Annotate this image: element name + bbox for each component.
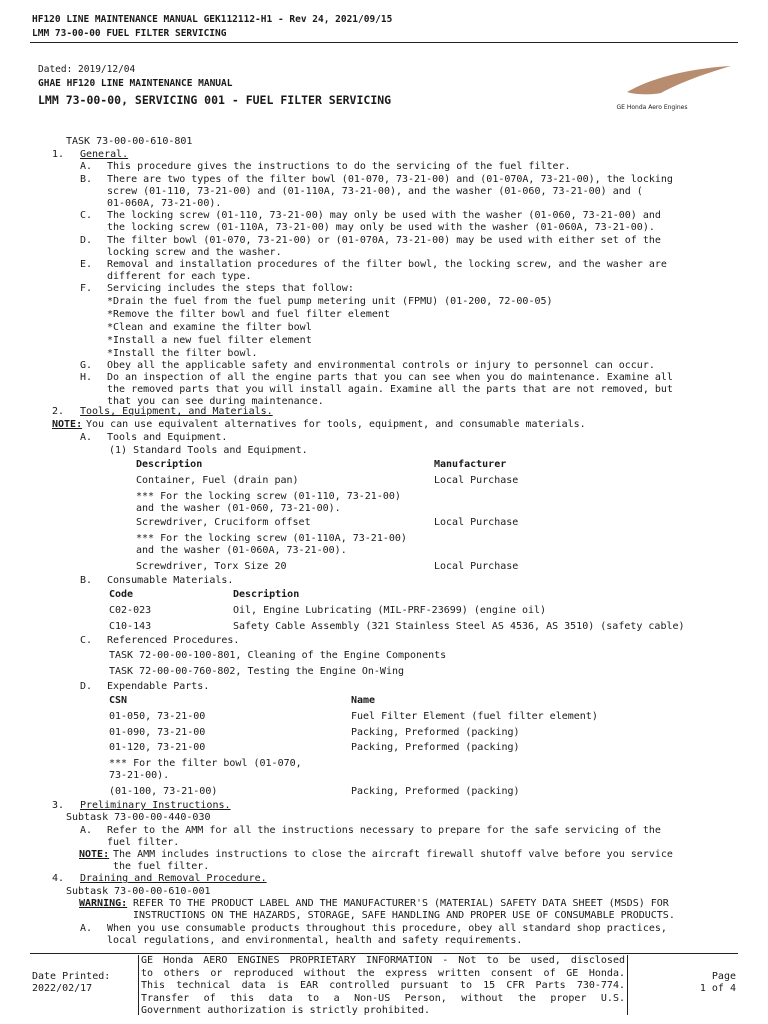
expendable-csn: 01-090, 73-21-00	[109, 727, 206, 738]
expendables-col-csn: CSN	[109, 695, 128, 706]
item-2d-text: Expendable Parts.	[107, 681, 210, 692]
item-1a-text: This procedure gives the instructions to do the servicing of the fuel filter.	[107, 161, 571, 172]
section-3-heading: Preliminary Instructions.	[80, 800, 231, 811]
manual-name: GHAE HF120 LINE MAINTENANCE MANUAL	[38, 78, 233, 89]
item-3a-line2: fuel filter.	[107, 837, 180, 848]
item-2c-text: Referenced Procedures.	[107, 635, 240, 646]
bullet-icon: *	[107, 309, 114, 320]
bullet-icon: *	[107, 335, 114, 346]
tool-row-mfr: Local Purchase	[434, 517, 519, 528]
consumable-desc: Oil, Engine Lubricating (MIL-PRF-23699) (engine oil)	[233, 605, 547, 616]
tool-note-line1: *** For the locking screw (01-110, 73-21-00)	[136, 491, 401, 502]
consumables-col-code: Code	[109, 589, 134, 600]
referenced-task: TASK 72-00-00-100-801, Cleaning of the Engine Components	[109, 650, 447, 661]
item-1c-line2: the locking screw (01-110A, 73-21-00) may only be used with the washer (01-060A, 73-21-00).	[107, 222, 655, 233]
ge-honda-logo	[616, 62, 735, 112]
item-4a-line2: local regulations, and environmental, health and safety requirements.	[107, 935, 523, 946]
item-1b-line3: 01-060A, 73-21-00).	[107, 198, 222, 209]
section-4-heading: Draining and Removal Procedure.	[80, 873, 267, 884]
item-4a-line1: When you use consumable products throughout this procedure, obey all standard shop practices,	[107, 923, 667, 934]
bullet-icon: *	[107, 296, 114, 307]
note-line2: the fuel filter.	[113, 861, 210, 872]
item-2a-sub: (1) Standard Tools and Equipment.	[109, 445, 308, 456]
expendable-csn: 01-050, 73-21-00	[109, 711, 206, 722]
item-4a-marker: A.	[80, 923, 93, 934]
note-line1: The AMM includes instructions to close the aircraft firewall shutoff valve before you service	[113, 849, 673, 860]
note-label: NOTE:	[79, 849, 110, 860]
referenced-task: TASK 72-00-00-760-802, Testing the Engine On-Wing	[109, 666, 405, 677]
bullet-icon: *	[107, 348, 114, 359]
item-1e-line1: Removal and installation procedures of the filter bowl, the locking screw, and the washer are	[107, 259, 667, 270]
page-number: 1 of 4	[699, 983, 736, 994]
section-2-number: 2.	[52, 406, 65, 417]
tool-note-line2: and the washer (01-060, 73-21-00).	[136, 503, 341, 514]
item-1e-line2: different for each type.	[107, 271, 252, 282]
proprietary-notice	[138, 955, 628, 1015]
date-printed-label: Date Printed:	[32, 971, 111, 982]
section-4-number: 4.	[52, 873, 65, 884]
item-3a-marker: A.	[80, 825, 93, 836]
bullet-item: *Install a new fuel filter element	[107, 335, 312, 346]
running-header-manual: HF120 LINE MAINTENANCE MANUAL GEK112112-H1 - Rev 24, 2021/09/15	[32, 14, 393, 25]
item-2c-marker: C.	[80, 635, 93, 646]
task-id: TASK 73-00-00-610-801	[66, 136, 193, 147]
item-1g-marker: G.	[80, 360, 93, 371]
notice-line: Transfer of this data to a Non-US Person, without the proper U.S.	[141, 992, 625, 1004]
item-1b-line2: screw (01-110, 73-21-00) and (01-110A, 73-21-00), and the washer (01-060, 73-21-00) and (	[107, 186, 643, 197]
note-text: You can use equivalent alternatives for tools, equipment, and consumable materials.	[86, 419, 586, 430]
item-2a-text: Tools and Equipment.	[107, 432, 228, 443]
tool-row-mfr: Local Purchase	[434, 561, 519, 572]
item-1a-marker: A.	[80, 161, 93, 172]
item-1c-line1: The locking screw (01-110, 73-21-00) may only be used with the washer (01-060, 73-21-00) and	[107, 210, 661, 221]
date-printed-value: 2022/02/17	[32, 983, 93, 994]
expendable-name: Packing, Preformed (packing)	[351, 786, 520, 797]
expendable-csn: 01-120, 73-21-00	[109, 742, 206, 753]
warning-label: WARNING:	[79, 898, 128, 909]
consumable-code: C10-143	[109, 621, 152, 632]
tools-col-description: Description	[136, 459, 203, 470]
expendable-csn: (01-100, 73-21-00)	[109, 786, 218, 797]
item-1d-marker: D.	[80, 235, 93, 246]
tools-col-manufacturer: Manufacturer	[434, 459, 507, 470]
item-1c-marker: C.	[80, 210, 93, 221]
subtask-id: Subtask 73-00-00-610-001	[66, 886, 211, 897]
item-1g-text: Obey all the applicable safety and environmental controls or injury to personnel can occur.	[107, 360, 655, 371]
expendable-name: Fuel Filter Element (fuel filter element)	[351, 711, 598, 722]
item-2b-marker: B.	[80, 575, 93, 586]
header-rule	[30, 42, 738, 43]
page-title: LMM 73-00-00, SERVICING 001 - FUEL FILTER SERVICING	[38, 93, 392, 107]
notice-line: GE Honda AERO ENGINES PROPRIETARY INFORMATION - Not to be used, disclosed	[141, 955, 625, 966]
item-2b-text: Consumable Materials.	[107, 575, 234, 586]
tool-row-desc: Container, Fuel (drain pan)	[136, 475, 299, 486]
item-1h-line1: Do an inspection of all the engine parts that you can see when you do maintenance. Examine all	[107, 372, 673, 383]
running-header-section: LMM 73-00-00 FUEL FILTER SERVICING	[32, 28, 227, 39]
notice-line: Government authorization is strictly prohibited.	[141, 1005, 430, 1016]
item-1f-marker: F.	[80, 283, 93, 294]
item-1b-line1: There are two types of the filter bowl (01-070, 73-21-00) and (01-070A, 73-21-00), the locking	[107, 174, 673, 185]
item-1f-text: Servicing includes the steps that follow:	[107, 283, 354, 294]
section-1-number: 1.	[52, 149, 65, 160]
item-1d-line2: locking screw and the washer.	[107, 247, 282, 258]
notice-line: This technical data is EAR controlled pursuant to 15 CFR Parts 730-774.	[141, 980, 625, 991]
tool-row-desc: Screwdriver, Cruciform offset	[136, 517, 311, 528]
expendable-name: Packing, Preformed (packing)	[351, 742, 520, 753]
tool-note-line1: *** For the locking screw (01-110A, 73-21-00)	[136, 533, 407, 544]
bullet-item: *Install the filter bowl.	[107, 348, 258, 359]
consumables-col-description: Description	[233, 589, 300, 600]
footer-rule	[30, 953, 738, 954]
dated: Dated: 2019/12/04	[38, 64, 136, 75]
bullet-icon: *	[107, 322, 114, 333]
section-2-heading: Tools, Equipment, and Materials.	[80, 406, 273, 417]
expendable-note-line2: 73-21-00).	[109, 770, 170, 781]
bullet-item: *Remove the filter bowl and fuel filter element	[107, 309, 390, 320]
note-label: NOTE:	[52, 419, 83, 430]
tool-note-line2: and the washer (01-060A, 73-21-00).	[136, 545, 347, 556]
expendables-col-name: Name	[351, 695, 376, 706]
consumable-code: C02-023	[109, 605, 152, 616]
expendable-name: Packing, Preformed (packing)	[351, 727, 520, 738]
expendable-note-line1: *** For the filter bowl (01-070,	[109, 758, 302, 769]
notice-line: to others or reproduced without the express written consent of GE Honda.	[141, 967, 625, 979]
item-2a-marker: A.	[80, 432, 93, 443]
item-1h-line2: the removed parts that you will install again. Examine all the parts that are not removed, but	[107, 384, 673, 395]
subtask-id: Subtask 73-00-00-440-030	[66, 812, 211, 823]
bullet-item: *Clean and examine the filter bowl	[107, 322, 312, 333]
item-1e-marker: E.	[80, 259, 93, 270]
warning-line2: INSTRUCTIONS ON THE HAZARDS, STORAGE, SAFE HANDLING AND PROPER USE OF CONSUMABLE PRODUCTS.	[133, 910, 675, 921]
tool-row-mfr: Local Purchase	[434, 475, 519, 486]
consumable-desc: Safety Cable Assembly (321 Stainless Steel AS 4536, AS 3510) (safety cable)	[233, 621, 685, 632]
tool-row-desc: Screwdriver, Torx Size 20	[136, 561, 287, 572]
section-3-number: 3.	[52, 800, 65, 811]
item-1h-marker: H.	[80, 372, 93, 383]
warning-line1: REFER TO THE PRODUCT LABEL AND THE MANUFACTURER'S (MATERIAL) SAFETY DATA SHEET (MSDS) FOR	[133, 898, 669, 909]
item-1h-line3: that you can see during maintenance.	[107, 396, 324, 407]
item-1d-line1: The filter bowl (01-070, 73-21-00) or (01-070A, 73-21-00) may be used with either set of the	[107, 235, 661, 246]
section-1-heading: General.	[80, 149, 129, 160]
item-3a-line1: Refer to the AMM for all the instructions necessary to prepare for the safe servicing of the	[107, 825, 661, 836]
logo-text: GE Honda Aero Engines	[616, 104, 688, 111]
page-label: Page	[711, 971, 736, 982]
item-2d-marker: D.	[80, 681, 93, 692]
bullet-item: *Drain the fuel from the fuel pump metering unit (FPMU) (01-200, 72-00-05)	[107, 296, 553, 307]
item-1b-marker: B.	[80, 174, 93, 185]
